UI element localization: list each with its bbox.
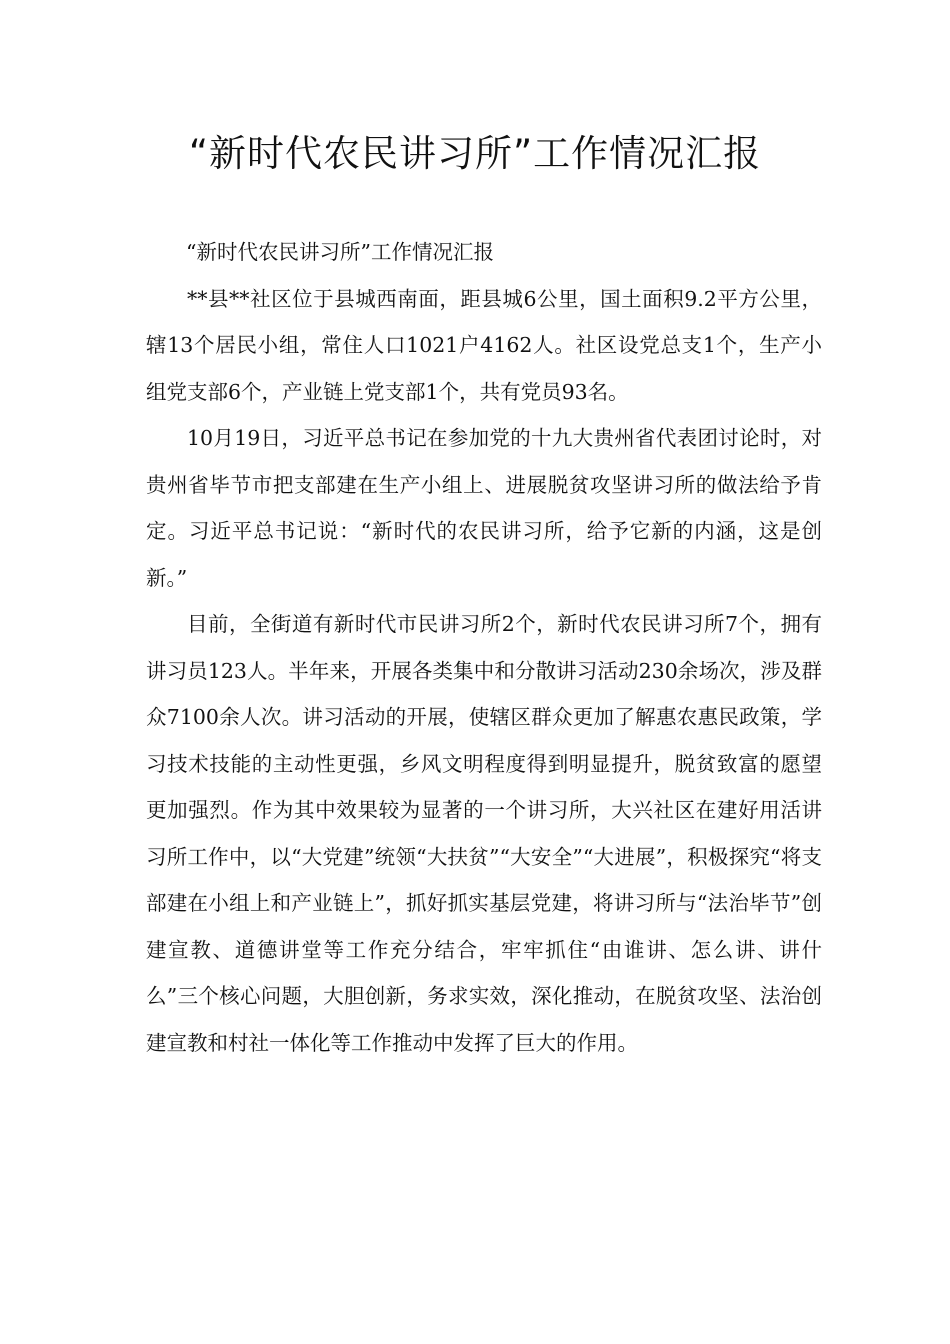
document-subtitle: “新时代农民讲习所”工作情况汇报 — [186, 240, 494, 264]
document-title: “新时代农民讲习所”工作情况汇报 — [188, 132, 762, 175]
document-body — [146, 229, 822, 1066]
paragraph-community-overview: **县**社区位于县城西南面，距县城6公里，国土面积9.2平方公里，辖13个居民小组，常住人口1021户4162人。社区设党总支1个，生产小组党支部6个，产业链上党支部1个，共有党员93名。 — [146, 286, 822, 404]
paragraph-xi-remarks: 10月19日，习近平总书记在参加党的十九大贵州省代表团讨论时，对贵州省毕节市把支部建在生产小组上、进展脱贫攻坚讲习所的做法给予肯定。习近平总书记说：“新时代的农民讲习所，给予它新的内涵，这是创新。” — [146, 426, 822, 590]
paragraph-lecture-results: 目前，全街道有新时代市民讲习所2个，新时代农民讲习所7个，拥有讲习员123人。半年来，开展各类集中和分散讲习活动230余场次，涉及群众7100余人次。讲习活动的开展，使辖区群众更加了解惠农惠民政策，学习技术技能的主动性更强，乡风文明程度得到明显提升，脱贫致富的愿望更加强烈。作为其中效果较为显著的一个讲习所，大兴社区在建好用活讲习所工作中，以“大党建”统领“大扶贫”“大安全”“大进展”，积极探究“将支部建在小组上和产业链上”，抓好抓实基层党建，将讲习所与“法治毕节”创建宣教、道德讲堂等工作充分结合，牢牢抓住“由谁讲、怎么讲、讲什么”三个核心问题，大胆创新，务求实效，深化推动，在脱贫攻坚、法治创建宣教和村社一体化等工作推动中发挥了巨大的作用。 — [146, 612, 822, 1055]
